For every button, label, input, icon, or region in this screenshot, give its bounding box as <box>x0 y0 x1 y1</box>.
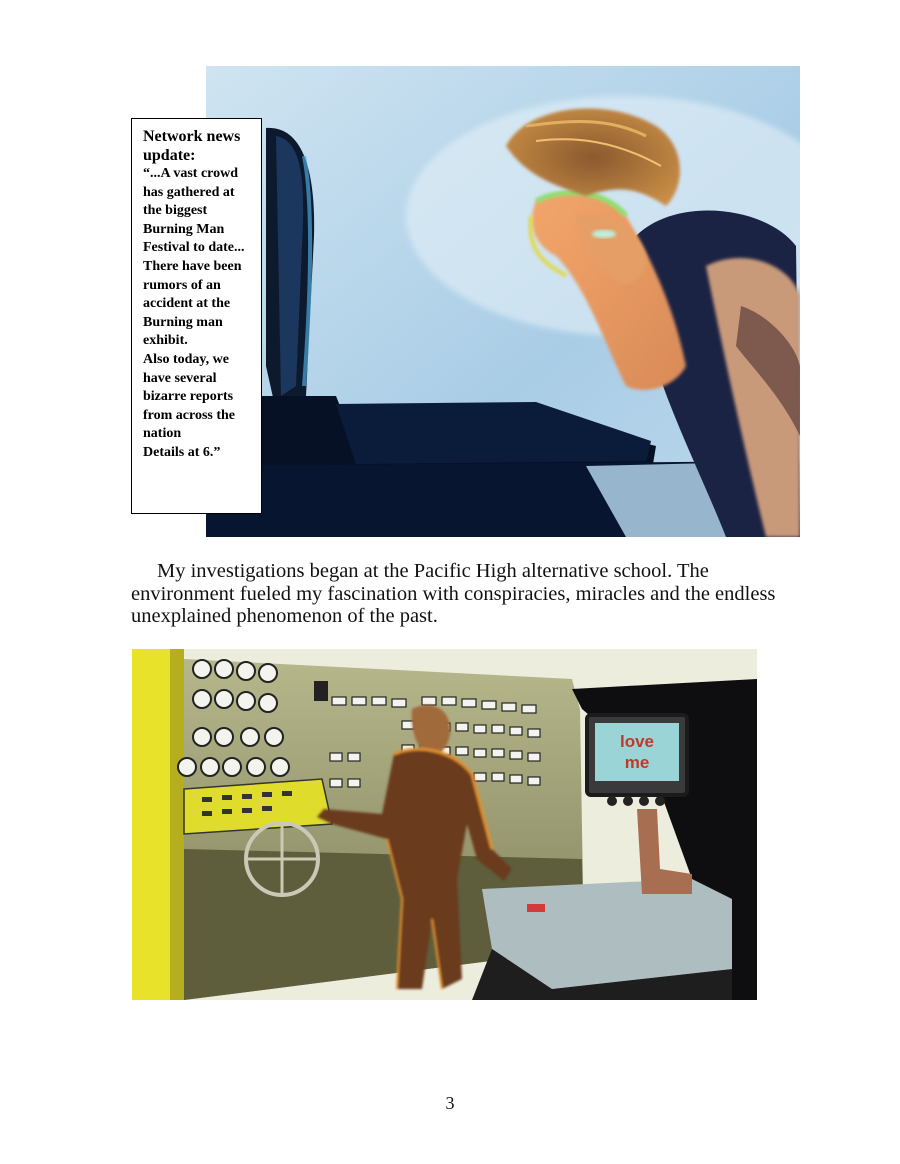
illustration-man-at-computer <box>206 66 800 537</box>
illustration-control-room <box>132 649 757 1000</box>
news-caption-box <box>131 118 262 514</box>
monitor-text-line2: me <box>624 753 650 772</box>
caption-heading: Network news update: <box>143 128 241 164</box>
page-number: 3 <box>445 1093 455 1113</box>
monitor-text-line1: love <box>619 732 655 751</box>
caption-body: “...A vast crowd has gathered at the biggest Burning Man Festival to date... There have been rumors of an accident at the Burning man exhibit. Also today, we have several bizarre reports from across the nation Details at 6.” <box>143 166 245 460</box>
body-paragraph: My investigations began at the Pacific High alternative school. The environment fueled my fascination with conspiracies, miracles and the endless unexplained phenomenon of the past. <box>131 560 776 627</box>
